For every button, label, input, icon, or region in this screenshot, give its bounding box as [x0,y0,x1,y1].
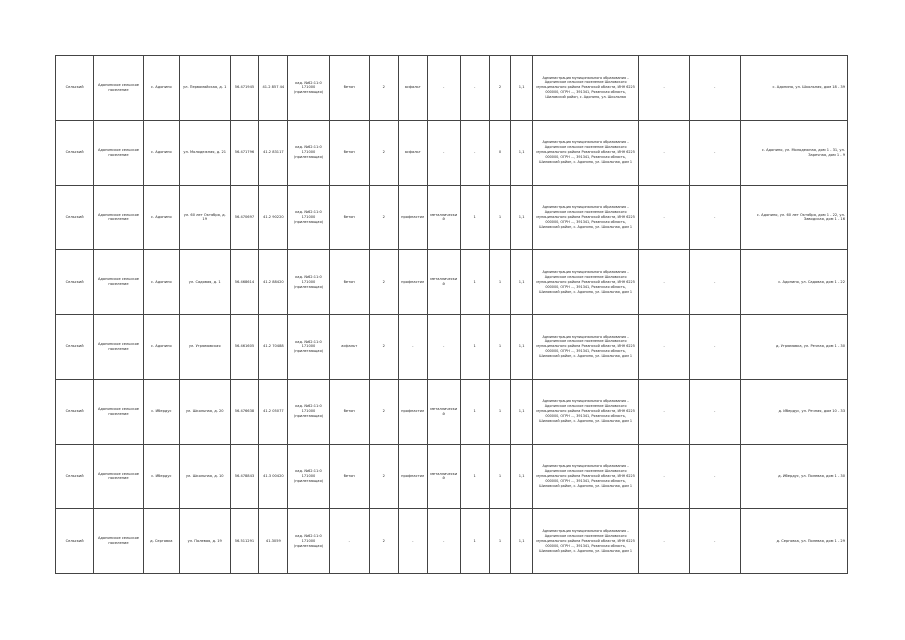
material-cell: металлический [427,444,460,509]
cover-cell: асфальт [398,56,427,121]
container-count-cell: - [460,120,489,185]
settlement-type-cell: Сельский [56,185,94,250]
sources-cell: с. Адонино, ул. Садовая, дом 1 - 22 [740,250,848,315]
extra-cell-1: - [639,185,690,250]
longitude-cell: 41.2 83117 [259,120,288,185]
street-cell: ул. 60 лет Октября, д. 19 [179,185,230,250]
latitude-cell: 56.470697 [230,185,259,250]
container-size-cell: 1,1 [511,185,533,250]
street-cell: ул. Садовая, д. 1 [179,250,230,315]
container-count-cell: 1 [460,315,489,380]
container-volume-cell: 1 [489,315,511,380]
container-size-cell: 1,1 [511,120,533,185]
container-size-cell: 1,1 [511,250,533,315]
settlement-type-cell: Сельский [56,444,94,509]
cadastral-cell: кад. №62:11:0 171000 (прилегающая) [288,56,329,121]
container-size-cell: 1,1 [511,444,533,509]
surface-cell: асфальт [329,315,369,380]
admin-cell: Адонинское сельское поселение [94,509,144,574]
container-count-cell: - [460,56,489,121]
latitude-cell: 56.511291 [230,509,259,574]
settlement-type-cell: Сельский [56,120,94,185]
cadastral-cell: кад. №62:11:0 171000 (прилегающая) [288,315,329,380]
area-cell: 2 [369,444,398,509]
material-cell: - [427,315,460,380]
cadastral-cell: кад. №62:11:0 171000 (прилегающая) [288,185,329,250]
owner-cell: Администрация муниципального образования – Адонинское сельское поселение Шиловского муниципального района Рязанской области, ИНН 6225 000000, ОГРН ..., 391341, Рязанская область, Шиловский район, с. Адонино, ул. Школьная, дом 1 [532,120,638,185]
owner-cell: Администрация муниципального образования – Адонинское сельское поселение Шиловского муниципального района Рязанской области, ИНН 6225 000000, ОГРН ..., 391341, Рязанская область, Шиловский район, с. Адонино, ул. Школьная, дом 1 [532,379,638,444]
table-row [56,509,848,574]
area-cell: 2 [369,509,398,574]
sources-cell: д. Ибердус, ул. Речная, дом 10 - 33 [740,379,848,444]
longitude-cell: 41.2 70488 [259,315,288,380]
cadastral-cell: кад. №62:11:0 171000 (прилегающая) [288,444,329,509]
street-cell: ул. Молодежная, д. 21 [179,120,230,185]
settlement-type-cell: Сельский [56,250,94,315]
container-count-cell: 1 [460,379,489,444]
settlement-type-cell: Сельский [56,379,94,444]
area-cell: 2 [369,379,398,444]
street-cell: ул. Полевая, д. 19 [179,509,230,574]
cadastral-cell: кад. №62:11:0 171000 (прилегающая) [288,120,329,185]
cover-cell: - [398,315,427,380]
extra-cell-2: - [689,250,740,315]
container-volume-cell: 1 [489,379,511,444]
admin-cell: Адонинское сельское поселение [94,379,144,444]
extra-cell-2: - [689,56,740,121]
longitude-cell: 41.2 05077 [259,379,288,444]
owner-cell: Администрация муниципального образования – Адонинское сельское поселение Шиловского муниципального района Рязанской области, ИНН 6225 000000, ОГРН ..., 391341, Рязанская область, Шиловский район, с. Адонино, ул. Школьная, дом 1 [532,315,638,380]
admin-cell: Адонинское сельское поселение [94,250,144,315]
cover-cell: асфальт [398,120,427,185]
extra-cell-2: - [689,509,740,574]
extra-cell-2: - [689,444,740,509]
table-row [56,379,848,444]
extra-cell-1: - [639,56,690,121]
longitude-cell: 41.2 90220 [259,185,288,250]
extra-cell-1: - [639,379,690,444]
cover-cell: профнастил [398,250,427,315]
cover-cell: профнастил [398,185,427,250]
table-row [56,315,848,380]
locality-cell: с. Адонино [143,56,179,121]
container-volume-cell: 0 [489,120,511,185]
table-row [56,56,848,121]
latitude-cell: 56.478843 [230,444,259,509]
extra-cell-1: - [639,509,690,574]
extra-cell-2: - [689,185,740,250]
surface-cell: бетон [329,120,369,185]
locality-cell: с. Ибердус [143,444,179,509]
street-cell: ул. Школьная, д. 10 [179,444,230,509]
container-size-cell: 1,1 [511,315,533,380]
admin-cell: Адонинское сельское поселение [94,185,144,250]
admin-cell: Адонинское сельское поселение [94,315,144,380]
settlement-type-cell: Сельский [56,315,94,380]
sources-cell: с. Адонино, ул. 60 лет Октября, дом 1 - 22, ул. Заводская, дом 1 - 16 [740,185,848,250]
latitude-cell: 56.471945 [230,56,259,121]
owner-cell: Администрация муниципального образования – Адонинское сельское поселение Шиловского муниципального района Рязанской области, ИНН 6225 000000, ОГРН ..., 391341, Рязанская область, Шиловский район, с. Адонино, ул. Школьная, дом 1 [532,185,638,250]
admin-cell: Адонинское сельское поселение [94,120,144,185]
container-count-cell: 1 [460,444,489,509]
latitude-cell: 56.471796 [230,120,259,185]
cadastral-cell: кад. №62:11:0 171000 (прилегающая) [288,250,329,315]
extra-cell-1: - [639,444,690,509]
settlement-type-cell: Сельский [56,509,94,574]
locality-cell: с. Ибердус [143,379,179,444]
material-cell: металлический [427,379,460,444]
surface-cell: бетон [329,185,369,250]
material-cell: - [427,56,460,121]
extra-cell-2: - [689,315,740,380]
longitude-cell: 41.3 00420 [259,444,288,509]
owner-cell: Администрация муниципального образования – Адонинское сельское поселение Шиловского муниципального района Рязанской области, ИНН 6225 000000, ОГРН ..., 391341, Рязанская область, Шиловский район, с. Адонино, ул. Школьная, дом 1 [532,509,638,574]
area-cell: 2 [369,315,398,380]
surface-cell: бетон [329,56,369,121]
container-size-cell: 1,1 [511,379,533,444]
locality-cell: с. Адонино [143,120,179,185]
longitude-cell: 41.2 857 44 [259,56,288,121]
surface-cell: бетон [329,444,369,509]
sources-cell: с. Адонино, ул. Школьная, дом 18 - 39 [740,56,848,121]
area-cell: 2 [369,185,398,250]
extra-cell-2: - [689,379,740,444]
cover-cell: профнастил [398,444,427,509]
table-row [56,250,848,315]
owner-cell: Администрация муниципального образования – Адонинское сельское поселение Шиловского муниципального района Рязанской области, ИНН 6225 000000, ОГРН ..., 391341, Рязанская область, Шиловский район, с. Адонино, ул. Школьная, дом 1 [532,250,638,315]
sources-cell: с. Адонино, ул. Молодежная, дом 1 - 31, ул. Заречная, дом 1 - 9 [740,120,848,185]
cover-cell: - [398,509,427,574]
container-size-cell: 1,1 [511,509,533,574]
table-row [56,120,848,185]
locality-cell: д. Серговка [143,509,179,574]
sources-cell: д. Ибердус, ул. Полевая, дом 1 - 30 [740,444,848,509]
longitude-cell: 41.2 88420 [259,250,288,315]
container-volume-cell: 1 [489,509,511,574]
container-count-cell: 1 [460,185,489,250]
material-cell: металлический [427,250,460,315]
sources-cell: д. Угрюмовка, ул. Речная, дом 1 - 30 [740,315,848,380]
surface-cell: бетон [329,250,369,315]
settlement-type-cell: Сельский [56,56,94,121]
longitude-cell: 41.3059 [259,509,288,574]
locality-cell: с. Адонино [143,315,179,380]
extra-cell-1: - [639,250,690,315]
extra-cell-2: - [689,120,740,185]
area-cell: 2 [369,250,398,315]
sources-cell: д. Серговка, ул. Полевая, дом 1 - 29 [740,509,848,574]
container-volume-cell: 2 [489,56,511,121]
latitude-cell: 56.461605 [230,315,259,380]
latitude-cell: 56.476638 [230,379,259,444]
container-volume-cell: 1 [489,444,511,509]
surface-cell: бетон [329,379,369,444]
street-cell: ул. Первомайская, д. 1 [179,56,230,121]
container-count-cell: 1 [460,250,489,315]
owner-cell: Администрация муниципального образования – Адонинское сельское поселение Шиловского муниципального района Рязанской области, ИНН 6225 000000, ОГРН ..., 391341, Рязанская область, Шиловский район, с. Адонино, ул. Школьная, дом 1 [532,444,638,509]
material-cell: - [427,509,460,574]
material-cell: металлический [427,185,460,250]
material-cell: - [427,120,460,185]
container-count-cell: 1 [460,509,489,574]
table-row [56,444,848,509]
cadastral-cell: кад. №62:11:0 171000 (прилегающая) [288,509,329,574]
cover-cell: профнастил [398,379,427,444]
area-cell: 2 [369,56,398,121]
street-cell: ул. Школьная, д. 20 [179,379,230,444]
cadastral-cell: кад. №62:11:0 171000 (прилегающая) [288,379,329,444]
locality-cell: с. Адонино [143,250,179,315]
extra-cell-1: - [639,120,690,185]
locality-cell: с. Адонино [143,185,179,250]
table-row [56,185,848,250]
container-volume-cell: 1 [489,185,511,250]
data-table [55,55,848,574]
latitude-cell: 56.468614 [230,250,259,315]
street-cell: ул. Угрюмовская [179,315,230,380]
admin-cell: Адонинское сельское поселение [94,56,144,121]
surface-cell: - [329,509,369,574]
container-size-cell: 1,1 [511,56,533,121]
container-volume-cell: 1 [489,250,511,315]
owner-cell: Администрация муниципального образования – Адонинское сельское поселение Шиловского муниципального района Рязанской области, ИНН 6225 000000, ОГРН ..., 391341, Рязанская область, Шиловский район, с. Адонино, ул. Школьная [532,56,638,121]
area-cell: 2 [369,120,398,185]
admin-cell: Адонинское сельское поселение [94,444,144,509]
extra-cell-1: - [639,315,690,380]
